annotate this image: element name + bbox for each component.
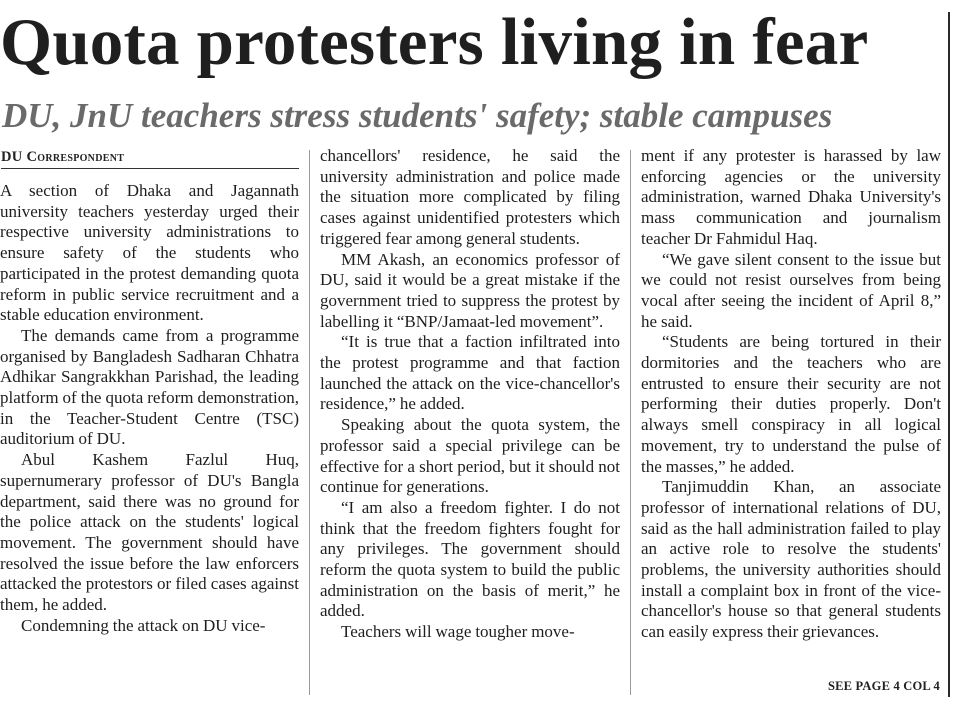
right-border-rule bbox=[948, 12, 950, 697]
headline: Quota protesters living in fear bbox=[0, 5, 869, 79]
paragraph: chancellors' residence, he said the university administration and police made the situation more complicated by filing cases against unidentified protesters which triggered fear among general students. bbox=[320, 146, 620, 248]
continuation-jump: SEE PAGE 4 COL 4 bbox=[827, 679, 940, 693]
column-divider bbox=[309, 150, 310, 695]
paragraph: Abul Kashem Fazlul Huq, supernumerary professor of DU's Bangla department, said there was no ground for the police attack on the students' logical movement. The government should have resolved the issue before the law enforcers attacked the protestors or filed cases against them, he added. bbox=[0, 450, 299, 615]
paragraph: A section of Dhaka and Jagannath university teachers yesterday urged their respective university administrations to ensure safety of the students who participated in the protest demanding quota reform in public service recruitment and a stable education environment. bbox=[0, 181, 299, 325]
paragraph: Condemning the attack on DU vice- bbox=[21, 615, 266, 635]
paragraph: MM Akash, an economics professor of DU, said it would be a great mistake if the government tried to suppress the protest by labelling it “BNP/Jamaat-led movement”. bbox=[320, 249, 620, 331]
paragraph: “We gave silent consent to the issue but we could not resist ourselves from being vocal after seeing the incident of April 8,” he said. bbox=[641, 249, 941, 331]
paragraph: “It is true that a faction infiltrated into the protest programme and that faction launched the attack on the vice-chancellor's residence,” he added. bbox=[320, 332, 620, 414]
subheadline: DU, JnU teachers stress students' safety; stable campuses bbox=[2, 96, 833, 135]
paragraph: Speaking about the quota system, the professor said a special privilege can be effective for a short period, but it should not continue for generations. bbox=[320, 415, 620, 497]
column-divider bbox=[630, 150, 631, 695]
paragraph: The demands came from a programme organised by Bangladesh Sadharan Chhatra Adhikar Sangrakkhan Parishad, the leading platform of the quota reform demonstration, in the Teacher-Student Centre (TSC) auditorium of DU. bbox=[0, 325, 299, 449]
paragraph: “Students are being tortured in their dormitories and the teachers who are entrusted to ensure their security are not performing their duties properly. Don't always smell conspiracy in all logical movement, try to understand the pulse of the masses,” he added. bbox=[641, 332, 941, 476]
paragraph: ment if any protester is harassed by law enforcing agencies or the university administration, warned Dhaka University's mass communication and journalism teacher Dr Fahmidul Haq. bbox=[641, 146, 941, 248]
article-column-1 bbox=[0, 181, 299, 636]
article-column-2 bbox=[320, 146, 620, 643]
paragraph: “I am also a freedom fighter. I do not think that the freedom fighters fought for any privileges. The government should reform the quota system to build the public administration on the basis of merit,” he added. bbox=[320, 497, 620, 621]
byline: DU Correspondent bbox=[1, 147, 299, 169]
article-column-3 bbox=[641, 146, 941, 643]
paragraph: Tanjimuddin Khan, an associate professor of international relations of DU, said as the hall administration failed to play an active role to resolve the students' problems, the university authorities should install a complaint box in front of the vice-chancellor's house so that general students can easily express their grievances. bbox=[641, 477, 941, 642]
paragraph: Teachers will wage tougher move- bbox=[341, 622, 575, 642]
